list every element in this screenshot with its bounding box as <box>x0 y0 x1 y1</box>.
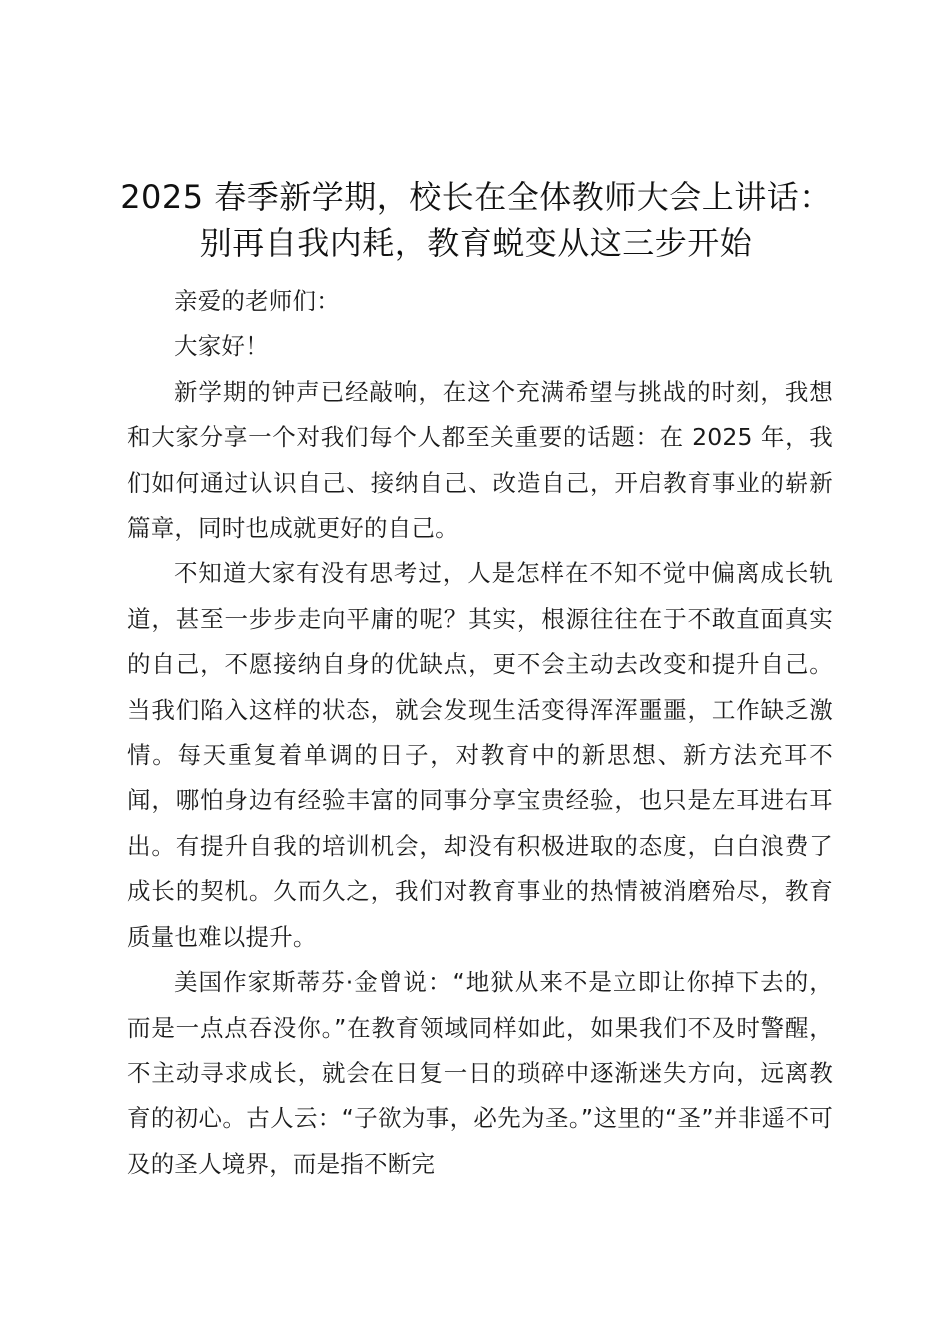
paragraph-quote: 美国作家斯蒂芬·金曾说：“地狱从来不是立即让你掉下去的，而是一点点吞没你。”在教育领域同样如此，如果我们不及时警醒，不主动寻求成长，就会在日复一日的琐碎中逐渐迷失方向，远离教育的初心。古人云：“子欲为事，必先为圣。”这里的“圣”并非遥不可及的圣人境界，而是指不断完 <box>127 968 833 1178</box>
paragraph-intro: 新学期的钟声已经敲响，在这个充满希望与挑战的时刻，我想和大家分享一个对我们每个人都至关重要的话题：在 2025 年，我们如何通过认识自己、接纳自己、改造自己，开启教育事业的崭新篇章，同时也成就更好的自己。 <box>127 377 833 543</box>
document-title: 2025 春季新学期，校长在全体教师大会上讲话：别再自我内耗，教育蜕变从这三步开始 <box>120 178 832 262</box>
paragraph-reflection: 不知道大家有没有思考过，人是怎样在不知不觉中偏离成长轨道，甚至一步步走向平庸的呢？其实，根源往往在于不敢直面真实的自己，不愿接纳自身的优缺点，更不会主动去改变和提升自己。当我们陷入这样的状态，就会发现生活变得浑浑噩噩，工作缺乏激情。每天重复着单调的日子，对教育中的新思想、新方法充耳不闻，哪怕身边有经验丰富的同事分享宝贵经验，也只是左耳进右耳出。有提升自我的培训机会，却没有积极进取的态度，白白浪费了成长的契机。久而久之，我们对教育事业的热情被消磨殆尽，教育质量也难以提升。 <box>127 559 833 951</box>
document-body <box>127 279 833 1187</box>
salutation: 亲爱的老师们： <box>174 287 340 315</box>
greeting: 大家好！ <box>174 332 269 361</box>
